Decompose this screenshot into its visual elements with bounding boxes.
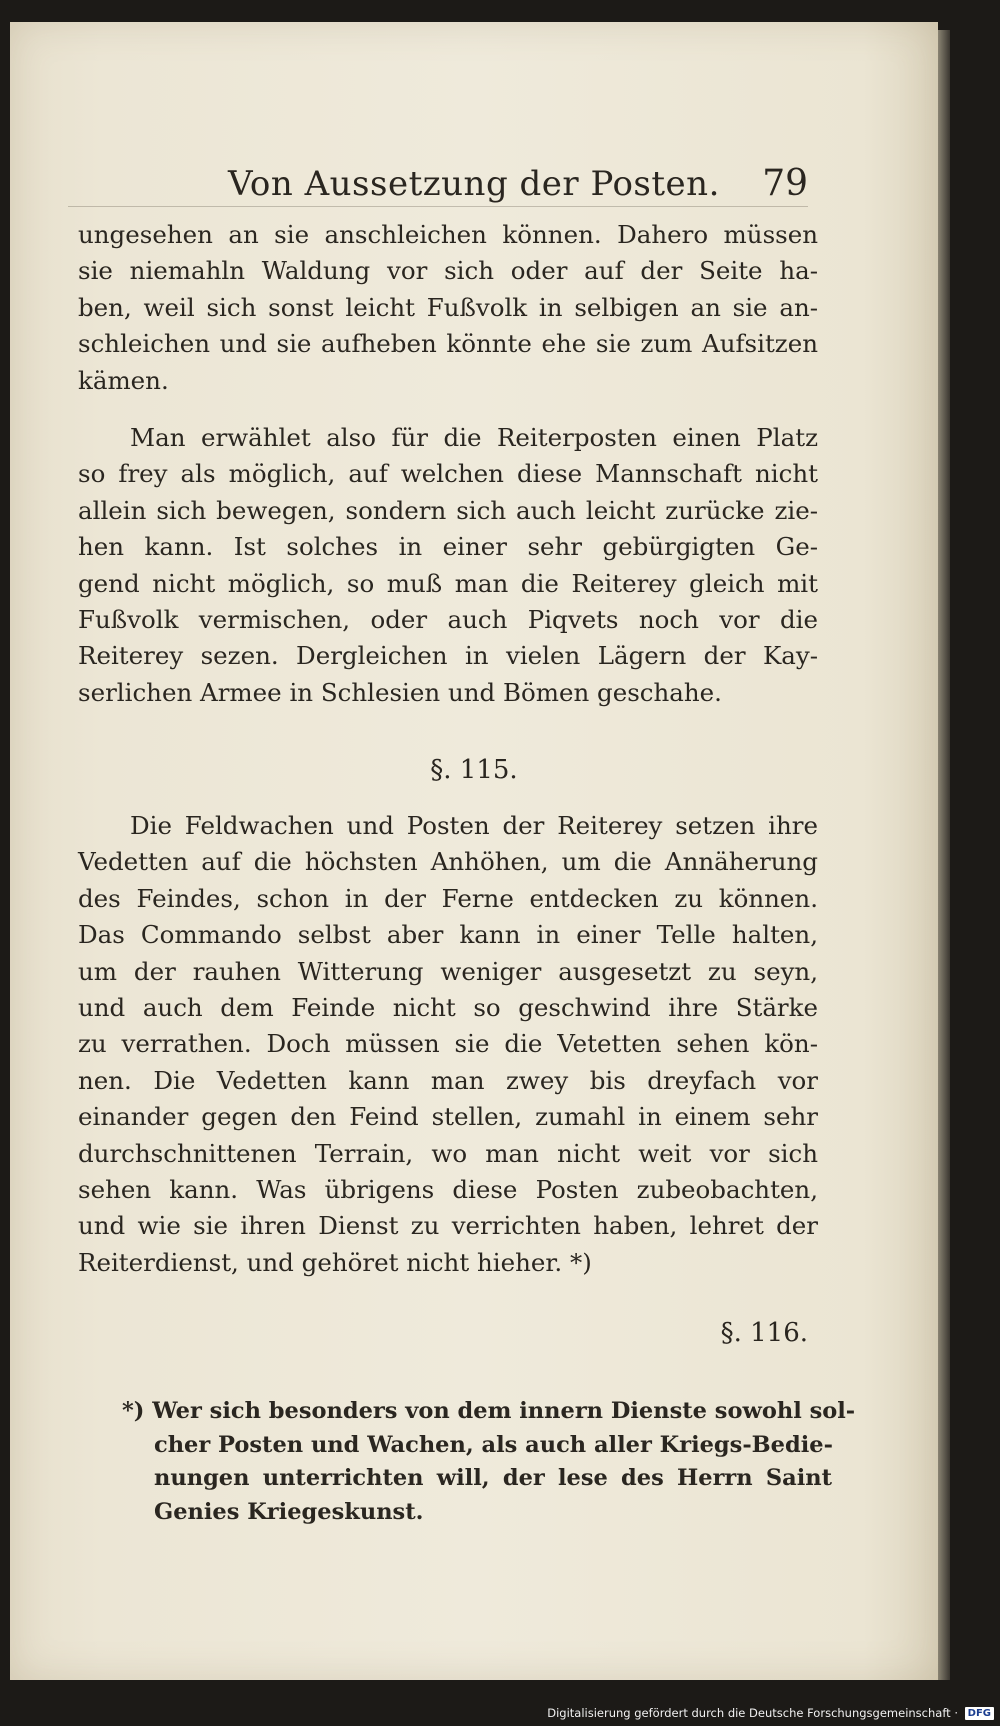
text-line: Reiterey sezen. Dergleichen in vielen Lägern der Kay- bbox=[78, 641, 818, 671]
text-line: des Feindes, schon in der Ferne entdecken zu können. bbox=[78, 883, 818, 913]
page-number: 79 bbox=[762, 163, 808, 204]
text-line: und auch dem Feinde nicht so geschwind ihre Stärke bbox=[78, 992, 818, 1022]
text-line: Reiterdienst, und gehöret nicht hieher. *) bbox=[78, 1247, 592, 1277]
dfg-logo: DFG bbox=[965, 1707, 994, 1720]
text-line: gend nicht möglich, so muß man die Reiterey gleich mit bbox=[78, 568, 818, 598]
footnote-line: nungen unterrichten will, der lese des Herrn Saint bbox=[154, 1465, 832, 1491]
text-line: und wie sie ihren Dienst zu verrichten haben, lehret der bbox=[78, 1211, 818, 1241]
text-line: sehen kann. Was übrigens diese Posten zubeobachten, bbox=[78, 1174, 818, 1204]
credit-text: Digitalisierung gefördert durch die Deutsche Forschungsgemeinschaft · bbox=[547, 1706, 958, 1720]
text-line: Das Commando selbst aber kann in einer Telle halten, bbox=[78, 920, 818, 950]
text-line: Man erwählet also für die Reiterposten einen Platz bbox=[130, 423, 818, 452]
page-edge-shadow bbox=[938, 30, 950, 1680]
running-title: Von Aussetzung der Posten. bbox=[228, 164, 720, 204]
text-line: durchschnittenen Terrain, wo man nicht weit vor sich bbox=[78, 1138, 818, 1168]
text-line: einander gegen den Feind stellen, zumahl in einem sehr bbox=[78, 1102, 818, 1132]
section-heading-115: §. 115. bbox=[430, 755, 518, 785]
text-line: Vedetten auf die höchsten Anhöhen, um die Annäherung bbox=[78, 847, 818, 877]
paragraph-1 bbox=[78, 217, 818, 399]
catchword-section-116: §. 116. bbox=[720, 1318, 808, 1348]
text-line: Fußvolk vermischen, oder auch Piqvets noch vor die bbox=[78, 604, 818, 634]
book-page bbox=[10, 22, 938, 1680]
text-line: serlichen Armee in Schlesien und Bömen geschahe. bbox=[78, 677, 722, 707]
paragraph-2 bbox=[78, 420, 818, 711]
text-line: hen kann. Ist solches in einer sehr gebürgigten Ge- bbox=[78, 532, 818, 562]
text-line: um der rauhen Witterung weniger ausgesetzt zu seyn, bbox=[78, 956, 818, 986]
running-head bbox=[68, 162, 808, 207]
text-line: allein sich bewegen, sondern sich auch leicht zurücke zie- bbox=[78, 495, 818, 525]
text-line: schleichen und sie aufheben könnte ehe sie zum Aufsitzen bbox=[78, 329, 818, 359]
text-line: ben, weil sich sonst leicht Fußvolk in selbigen an sie an- bbox=[78, 292, 818, 322]
footnote-line: *) Wer sich besonders von dem innern Dienste sowohl sol- bbox=[122, 1398, 856, 1424]
digitization-credit bbox=[547, 1705, 994, 1721]
text-line: ungesehen an sie anschleichen können. Dahero müssen bbox=[78, 220, 818, 249]
footnote-line: Genies Kriegeskunst. bbox=[154, 1498, 424, 1525]
text-line: nen. Die Vedetten kann man zwey bis dreyfach vor bbox=[78, 1065, 818, 1095]
text-line: Die Feldwachen und Posten der Reiterey setzen ihre bbox=[130, 811, 818, 840]
footnote-line: cher Posten und Wachen, als auch aller Kriegs-Bedie- bbox=[154, 1431, 833, 1458]
text-line: zu verrathen. Doch müssen sie die Vetetten sehen kön- bbox=[78, 1029, 818, 1059]
text-line: sie niemahln Waldung vor sich oder auf der Seite ha- bbox=[78, 256, 818, 286]
text-line: kämen. bbox=[78, 365, 169, 395]
footnote bbox=[122, 1395, 856, 1529]
paragraph-3 bbox=[78, 808, 818, 1281]
text-line: so frey als möglich, auf welchen diese Mannschaft nicht bbox=[78, 459, 818, 489]
